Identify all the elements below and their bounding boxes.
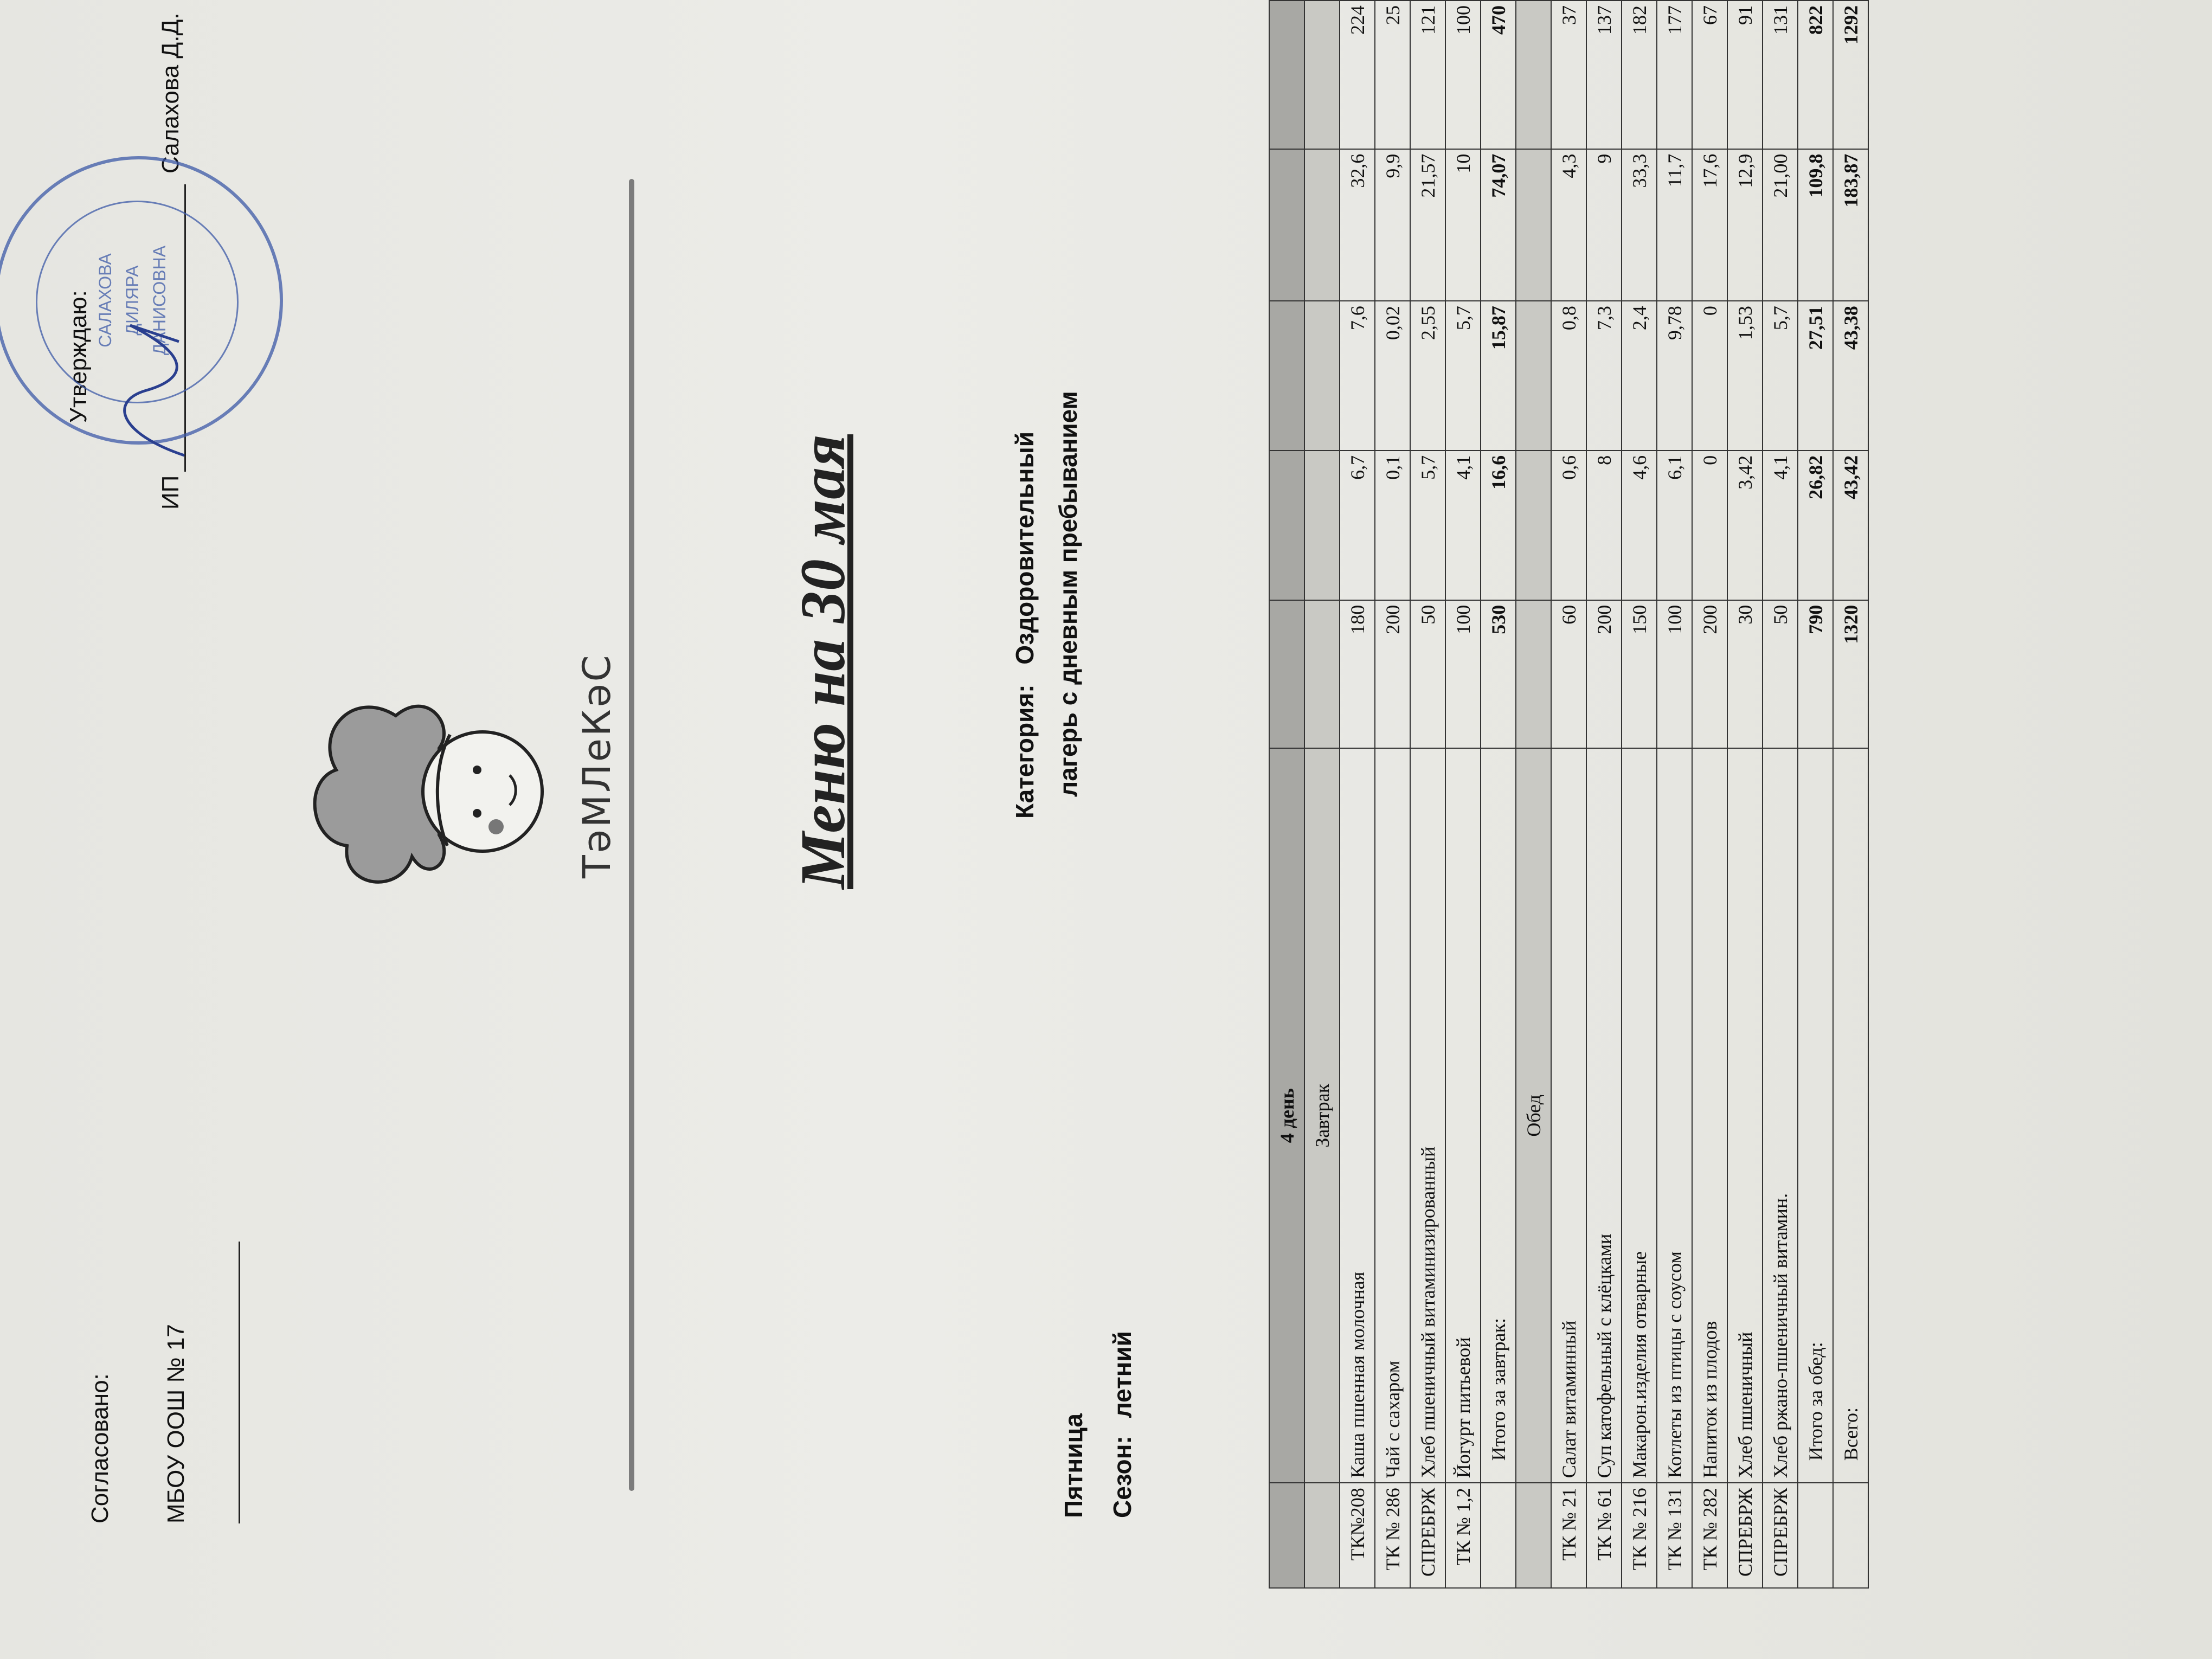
dish-code: СПРЕБРЖ xyxy=(1727,1483,1763,1588)
dish-kcal: 131 xyxy=(1763,1,1798,149)
dish-carbs: 17,6 xyxy=(1692,149,1727,301)
dish-kcal: 224 xyxy=(1340,1,1375,149)
dish-fat: 7,6 xyxy=(1340,301,1375,451)
lunch-total-label: Итого за обед: xyxy=(1798,748,1833,1483)
dish-protein: 5,7 xyxy=(1410,451,1445,600)
category-value-line2: лагерь с дневным пребыванием xyxy=(1054,391,1082,797)
breakfast-total-weight: 530 xyxy=(1481,600,1516,749)
handwritten-signature xyxy=(98,304,206,466)
dish-weight: 50 xyxy=(1410,600,1445,749)
dish-carbs: 21,00 xyxy=(1763,149,1798,301)
season-label: Сезон: xyxy=(1108,1436,1136,1518)
grand-total-kcal: 1292 xyxy=(1833,1,1868,149)
ip-prefix: ИП xyxy=(157,475,184,510)
dish-code: ТК № 61 xyxy=(1586,1483,1622,1588)
table-row xyxy=(1657,1,1692,1588)
dish-name: Хлеб пшеничный витаминизированный xyxy=(1410,748,1445,1483)
breakfast-label: Завтрак xyxy=(1304,748,1340,1483)
season-line xyxy=(1101,1331,1144,1518)
dish-code: ТК № 282 xyxy=(1692,1483,1727,1588)
dish-kcal: 25 xyxy=(1375,1,1410,149)
page-title: Меню на 30 мая xyxy=(787,434,858,889)
table-row xyxy=(1586,1,1622,1588)
dish-protein: 0 xyxy=(1692,451,1727,600)
dish-code: СПРЕБРЖ xyxy=(1410,1483,1445,1588)
dish-kcal: 177 xyxy=(1657,1,1692,149)
stamp-line-3: ДАНИСОВНА xyxy=(150,245,169,356)
dish-weight: 100 xyxy=(1657,600,1692,749)
dish-carbs: 12,9 xyxy=(1727,149,1763,301)
dish-carbs: 9,9 xyxy=(1375,149,1410,301)
dish-code: ТК№208 xyxy=(1340,1483,1375,1588)
breakfast-total-carbs: 74,07 xyxy=(1481,149,1516,301)
dish-weight: 30 xyxy=(1727,600,1763,749)
table-row xyxy=(1622,1,1657,1588)
dish-carbs: 21,57 xyxy=(1410,149,1445,301)
dish-fat: 1,53 xyxy=(1727,301,1763,451)
grand-total-protein: 43,42 xyxy=(1833,451,1868,600)
table-row xyxy=(1763,1,1798,1588)
table-row xyxy=(1551,1,1586,1588)
breakfast-section-row xyxy=(1304,1,1340,1588)
dish-fat: 2,55 xyxy=(1410,301,1445,451)
table-row xyxy=(1445,1,1481,1588)
dish-fat: 9,78 xyxy=(1657,301,1692,451)
dish-fat: 0 xyxy=(1692,301,1727,451)
dish-protein: 6,1 xyxy=(1657,451,1692,600)
dish-protein: 8 xyxy=(1586,451,1622,600)
dish-protein: 4,6 xyxy=(1622,451,1657,600)
dish-weight: 150 xyxy=(1622,600,1657,749)
agreed-label: Согласовано: xyxy=(87,1373,113,1523)
dish-name: Напиток из плодов xyxy=(1692,748,1727,1483)
day-label: 4 день xyxy=(1269,748,1304,1483)
dish-weight: 200 xyxy=(1692,600,1727,749)
grand-total-fat: 43,38 xyxy=(1833,301,1868,451)
table-row xyxy=(1375,1,1410,1588)
school-name: МБОУ ООШ № 17 xyxy=(163,1324,189,1523)
dish-kcal: 37 xyxy=(1551,1,1586,149)
stamp-line-1: САЛАХОВА xyxy=(95,253,115,348)
stamp-line-2: ДИЛЯРА xyxy=(123,265,142,336)
dish-kcal: 100 xyxy=(1445,1,1481,149)
dish-fat: 0,02 xyxy=(1375,301,1410,451)
category-value-line1: Оздоровительный xyxy=(1011,432,1039,665)
dish-kcal: 137 xyxy=(1586,1,1622,149)
lunch-section-row xyxy=(1516,1,1551,1588)
dish-carbs: 11,7 xyxy=(1657,149,1692,301)
logo-wordmark: ТәМЛеКәС xyxy=(575,653,619,878)
lunch-rows xyxy=(1551,1,1798,1588)
dish-carbs: 10 xyxy=(1445,149,1481,301)
lunch-total-carbs: 109,8 xyxy=(1798,149,1833,301)
dish-name: Хлеб пшеничный xyxy=(1727,748,1763,1483)
dish-name: Хлеб ржано-пшеничный витамин. xyxy=(1763,748,1798,1483)
dish-code: ТК № 216 xyxy=(1622,1483,1657,1588)
dish-fat: 0,8 xyxy=(1551,301,1586,451)
dish-name: Чай с сахаром xyxy=(1375,748,1410,1483)
dish-weight: 180 xyxy=(1340,600,1375,749)
dish-carbs: 32,6 xyxy=(1340,149,1375,301)
dish-kcal: 91 xyxy=(1727,1,1763,149)
grand-total-weight: 1320 xyxy=(1833,600,1868,749)
dish-code: ТК № 1,2 xyxy=(1445,1483,1481,1588)
menu-table xyxy=(1269,0,1869,1589)
lunch-total-row xyxy=(1798,1,1833,1588)
category-label: Категория: xyxy=(1011,684,1039,819)
dish-weight: 200 xyxy=(1375,600,1410,749)
table-row xyxy=(1340,1,1375,1588)
breakfast-total-label: Итого за завтрак: xyxy=(1481,748,1516,1483)
table-row xyxy=(1692,1,1727,1588)
dish-kcal: 121 xyxy=(1410,1,1445,149)
category-block xyxy=(1003,391,1090,819)
grand-total-row xyxy=(1833,1,1868,1588)
breakfast-total-protein: 16,6 xyxy=(1481,451,1516,600)
breakfast-total-fat: 15,87 xyxy=(1481,301,1516,451)
lunch-total-fat: 27,51 xyxy=(1798,301,1833,451)
dish-code: ТК № 131 xyxy=(1657,1483,1692,1588)
day-name: Пятница xyxy=(1059,1413,1088,1518)
grand-total-carbs: 183,87 xyxy=(1833,149,1868,301)
season-value: летний xyxy=(1108,1331,1136,1418)
dish-weight: 50 xyxy=(1763,600,1798,749)
breakfast-total-kcal: 470 xyxy=(1481,1,1516,149)
dish-name: Суп катофельный с клёцками xyxy=(1586,748,1622,1483)
dish-name: Котлеты из птицы с соусом xyxy=(1657,748,1692,1483)
dish-name: Салат витаминный xyxy=(1551,748,1586,1483)
table-row xyxy=(1410,1,1445,1588)
breakfast-total-row xyxy=(1481,1,1516,1588)
approve-label: Утверждаю: xyxy=(65,290,92,423)
dish-carbs: 9 xyxy=(1586,149,1622,301)
dish-protein: 0,1 xyxy=(1375,451,1410,600)
grand-total-label: Всего: xyxy=(1833,748,1868,1483)
table-day-row xyxy=(1269,1,1304,1588)
lunch-total-weight: 790 xyxy=(1798,600,1833,749)
dish-fat: 2,4 xyxy=(1622,301,1657,451)
dish-name: Йогурт питьевой xyxy=(1445,748,1481,1483)
dish-protein: 4,1 xyxy=(1763,451,1798,600)
dish-code: ТК № 286 xyxy=(1375,1483,1410,1588)
dish-protein: 0,6 xyxy=(1551,451,1586,600)
dish-code: ТК № 21 xyxy=(1551,1483,1586,1588)
dish-weight: 100 xyxy=(1445,600,1481,749)
header-divider xyxy=(629,179,634,1491)
dish-name: Каша пшенная молочная xyxy=(1340,748,1375,1483)
breakfast-rows xyxy=(1340,1,1481,1588)
dish-protein: 4,1 xyxy=(1445,451,1481,600)
dish-name: Макарон.изделия отварные xyxy=(1622,748,1657,1483)
dish-code: СПРЕБРЖ xyxy=(1763,1483,1798,1588)
dish-protein: 6,7 xyxy=(1340,451,1375,600)
lunch-label: Обед xyxy=(1516,748,1551,1483)
dish-weight: 60 xyxy=(1551,600,1586,749)
dish-kcal: 67 xyxy=(1692,1,1727,149)
dish-protein: 3,42 xyxy=(1727,451,1763,600)
approver-name: Салахова Д.Д. xyxy=(157,12,184,173)
chef-logo-icon xyxy=(304,678,558,905)
dish-carbs: 4,3 xyxy=(1551,149,1586,301)
table-row xyxy=(1727,1,1763,1588)
dish-carbs: 33,3 xyxy=(1622,149,1657,301)
dish-fat: 5,7 xyxy=(1763,301,1798,451)
dish-weight: 200 xyxy=(1586,600,1622,749)
agreed-signature-line xyxy=(239,1242,240,1523)
dish-kcal: 182 xyxy=(1622,1,1657,149)
dish-fat: 7,3 xyxy=(1586,301,1622,451)
lunch-total-kcal: 822 xyxy=(1798,1,1833,149)
dish-fat: 5,7 xyxy=(1445,301,1481,451)
lunch-total-protein: 26,82 xyxy=(1798,451,1833,600)
